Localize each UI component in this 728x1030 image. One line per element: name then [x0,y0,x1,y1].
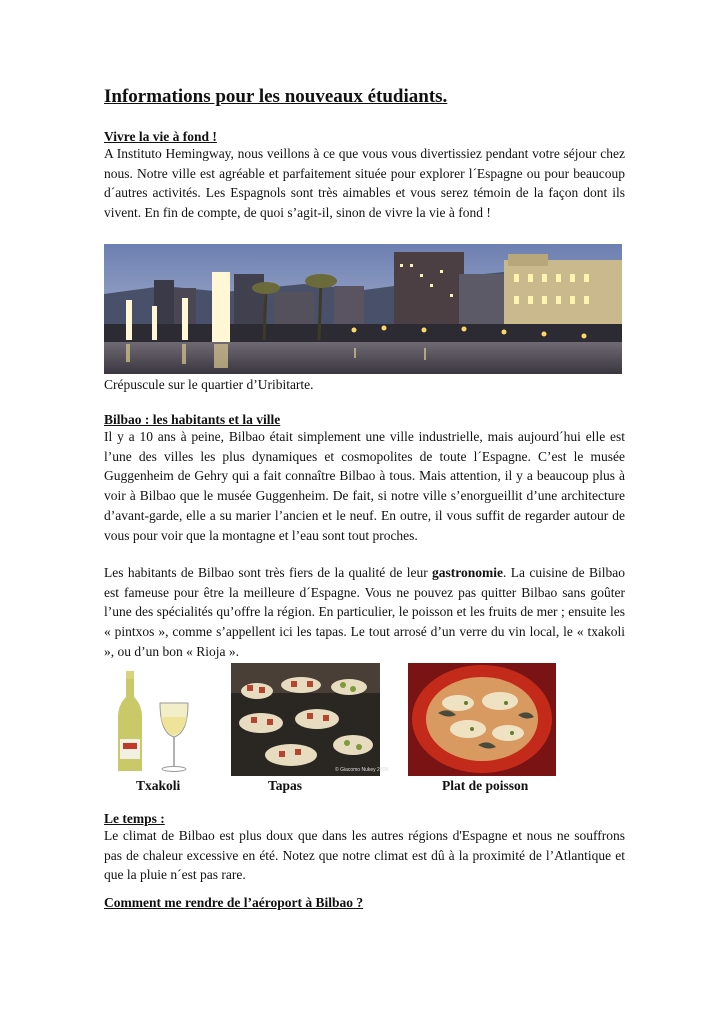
document-title: Informations pour les nouveaux étudiants. [104,86,448,107]
tapas-photo [231,663,389,776]
heading-bilbao: Bilbao : les habitants et la ville [104,412,281,427]
gastro-bold-word: gastronomie [432,565,504,580]
paragraph-bilbao: Il y a 10 ans à peine, Bilbao était simplement une ville industrielle, mais aujourd´hui elle est l’une des villes les plus dynamiques et cosmopolites de toute l´Espagne. C’est le musée Guggenheim de Gehry qui a fait connaître Bilbao à tous. Mais attention, il y a beaucoup plus à voir à Bilbao que le musée Guggenheim. De fait, si notre ville s’enorgueillit d’une architecture d’avant-garde, elle a su marier l’ancien et le neuf. En outre, il vous suffit de regarder autour de vous pour voir que la montagne et l’eau sont tout proches. [104,429,625,543]
fish-dish-label: Plat de poisson [442,778,529,793]
gastro-text-before: Les habitants de Bilbao sont très fiers de la qualité de leur [104,565,433,580]
paragraph-vivre: A Instituto Hemingway, nous veillons à ce que vous vous divertissiez pendant votre séjour chez nous. Notre ville est agréable et parfaitement située pour explorer l´Espagne ou pour beaucoup d´autres activités. Les Espagnols sont très aimables et vous serez témoin de la façon dont ils vivent. En fin de compte, de quoi s’agit-il, sinon de vivre la vie à fond ! [104,146,625,221]
heading-temps: Le temps : [104,811,165,826]
paragraph-gastronomie [104,563,625,662]
tapas-photo-credit: © Giacomo Nukey 2008 [335,767,389,773]
uribitarte-dusk-photo [104,244,622,374]
photo-caption: Crépuscule sur le quartier d’Uribitarte. [104,377,314,392]
fish-dish-photo [408,663,556,776]
gastro-text-after: . La cuisine de Bilbao est fameuse pour être la meilleure d´Espagne. Vous ne pouvez pas quitter Bilbao sans goûter l’une des spécialités qu’offre la région. En particulier, le poisson et les fruits de mer ; ensuite les « pintxos », comme s’appellent ici les tapas. Le tout arrosé d’un verre du vin local, le « txakoli », ou d’un bon « Rioja ». [104,565,625,659]
txakoli-label: Txakoli [136,778,181,793]
heading-vivre: Vivre la vie à fond ! [104,129,217,144]
txakoli-photo [104,663,204,776]
tapas-label: Tapas [268,778,303,793]
paragraph-temps: Le climat de Bilbao est plus doux que dans les autres régions d'Espagne et nous ne souffrons pas de chaleur excessive en été. Notez que notre climat est dû à la proximité de l’Atlantique et que la pluie n´est pas rare. [104,828,625,883]
heading-aeroport: Comment me rendre de l’aéroport à Bilbao ? [104,895,364,910]
